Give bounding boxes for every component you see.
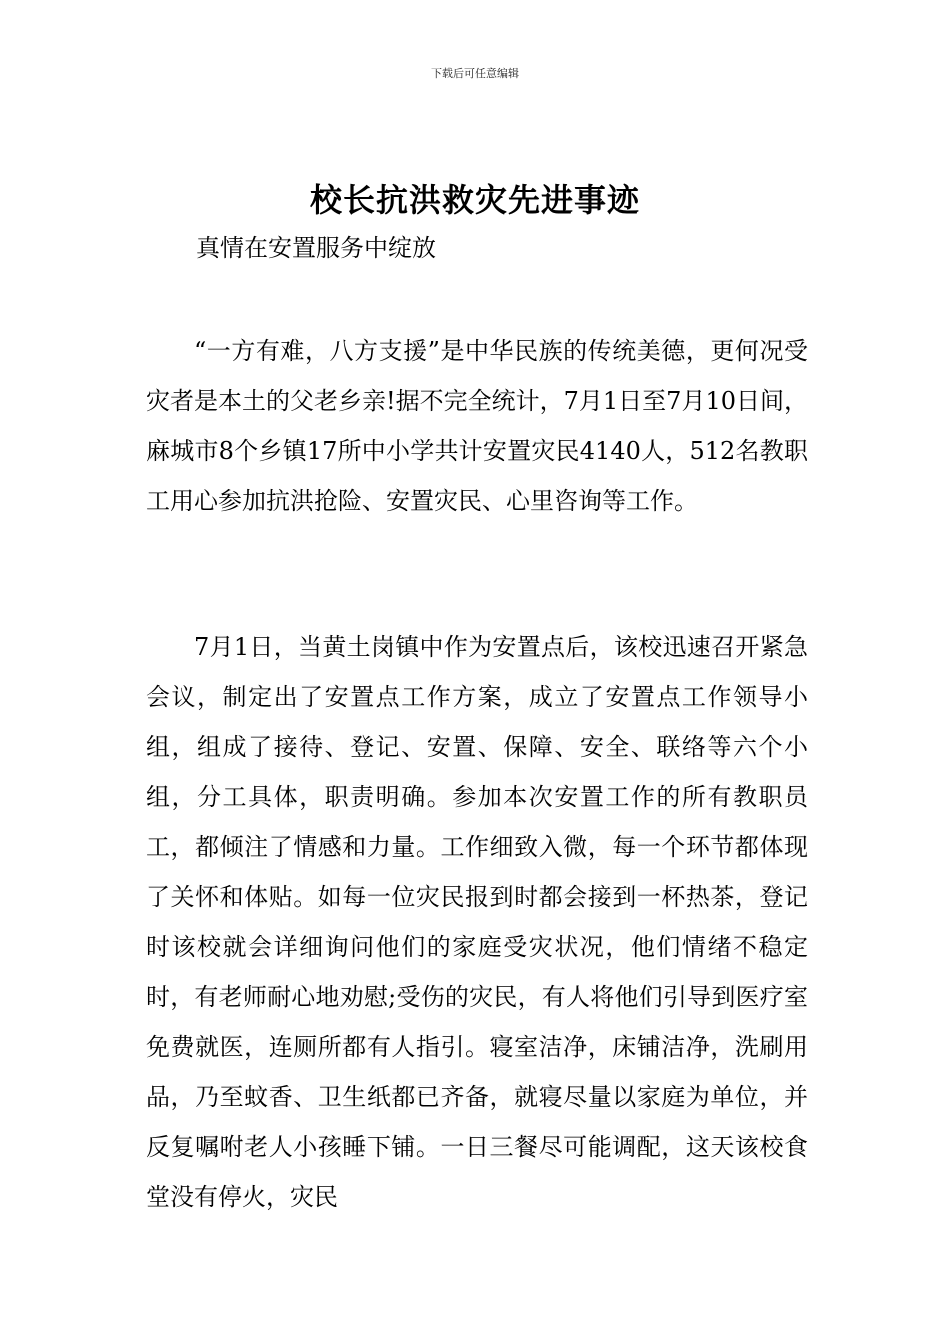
document-title: 校长抗洪救灾先进事迹	[309, 181, 640, 219]
paragraph-1: “一方有难，八方支援”是中华民族的传统美德，更何况受灾者是本土的父老乡亲!据不完全统计，7月1日至7月10日间，麻城市8个乡镇17所中小学共计安置灾民4140人，512名教职工用心参加抗洪抢险、安置灾民、心里咨询等工作。	[146, 337, 808, 515]
paragraph-2: 7月1日，当黄土岗镇中作为安置点后，该校迅速召开紧急会议，制定出了安置点工作方案，成立了安置点工作领导小组，组成了接待、登记、安置、保障、安全、联络等六个小组，分工具体，职责明确。参加本次安置工作的所有教职员工，都倾注了情感和力量。工作细致入微，每一个环节都体现了关怀和体贴。如每一位灾民报到时都会接到一杯热茶，登记时该校就会详细询问他们的家庭受灾状况，他们情绪不稳定时，有老师耐心地劝慰;受伤的灾民，有人将他们引导到医疗室免费就医，连厕所都有人指引。寝室洁净，床铺洁净，洗刷用品，乃至蚊香、卫生纸都已齐备，就寝尽量以家庭为单位，并反复嘱咐老人小孩睡下铺。一日三餐尽可能调配，这天该校食堂没有停火，灾民	[146, 633, 808, 1211]
document-subtitle: 真情在安置服务中绽放	[196, 234, 436, 262]
header-note: 下载后可任意编辑	[431, 67, 519, 80]
